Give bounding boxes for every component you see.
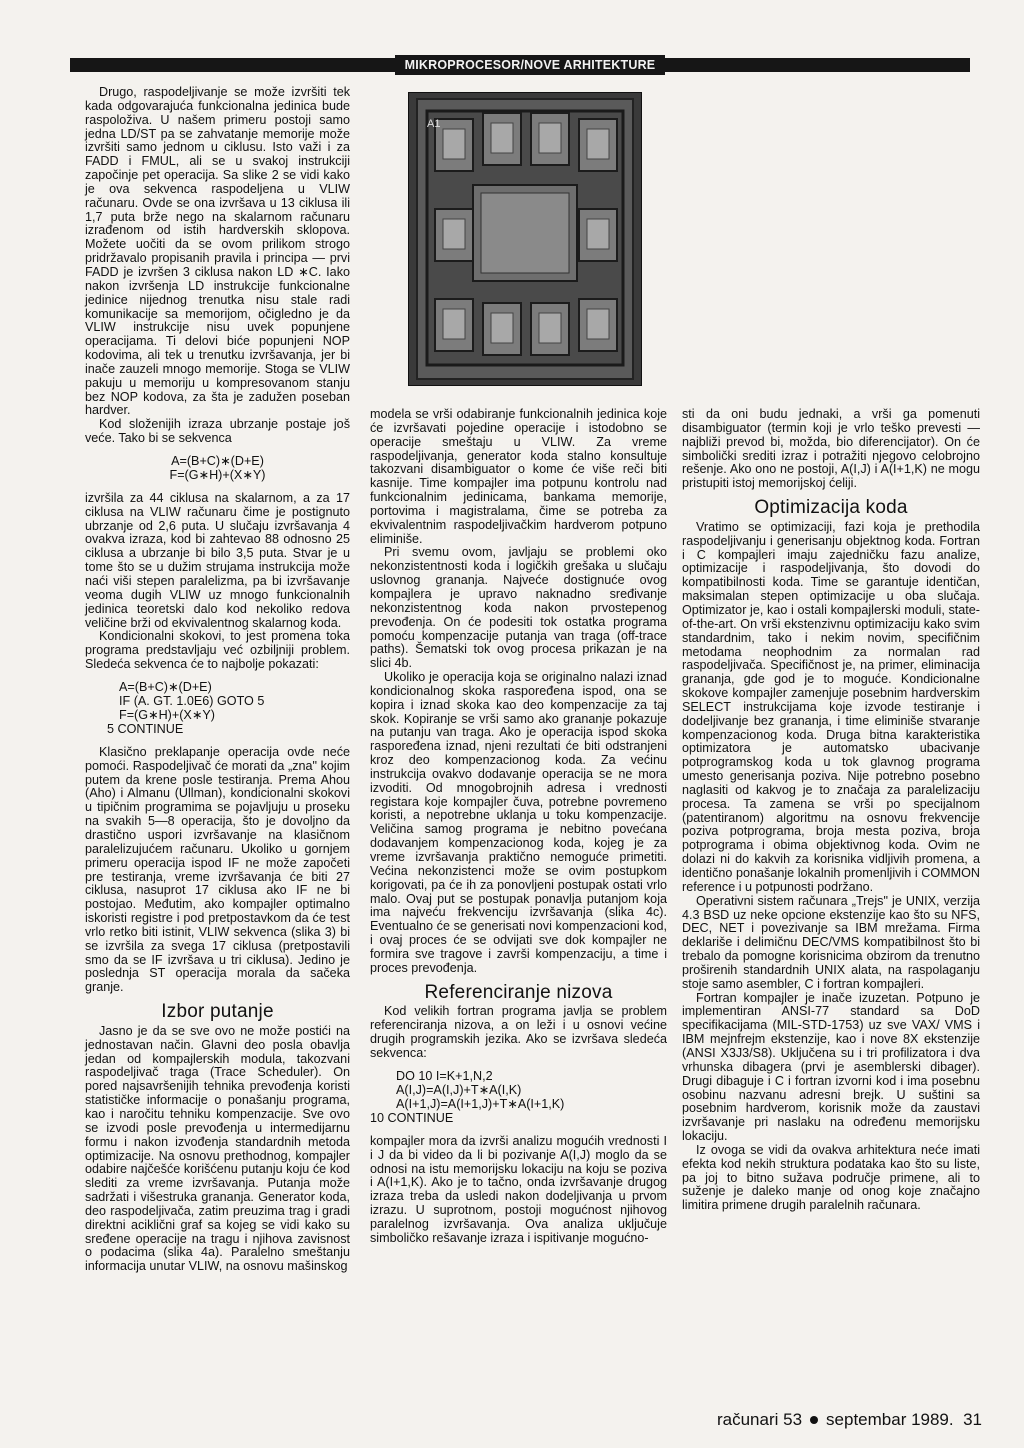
paragraph: Ukoliko je operacija koja se originalno nalazi iznad kondicionalnog skoka raspoređena ispod, ona se kopira i iznad skoka kao deo kompenzacije za taj skok. Kopiranje se vrši samo ako grananje pokazuje na putanju van traga. Ako je operacija ispod skoka raspoređena iznad, njeni rezultati će biti odstranjeni kroz deo kompenzacionog koda. Za većinu instrukcija ovakvo dodavanje operacija se ne mora izvoditi. Od mnogobrojnih adresa i vrednosti registara koje kompajler čuva, potrebne povremeno koristi, a nepotrebne uklanja u toku kompenzacije. Veličina samog programa je nebitno povećana dodavanjem kompenzacionog koda, kojeg je za vreme izvršavanja praktično nemoguće primetiti. Većina nekonzistenci može se ovim postupkom korigovati, pa će ih za ponovljeni postupak ostati vrlo malo. Ovaj put se postupak ponavlja putanjom koja ima najveću frekvenciju izvršavanja (slika 4c). Eventualno će se generisati novi kompenzacioni kod, i ovaj proces će se odvijati sve dok kompajler ne formira sve tragove i završi kompenzaciju, a time i proces prevođenja. [370,670,667,975]
formula-block [85,680,350,736]
paragraph: Kondicionalni skokovi, to jest promena toka programa predstavljaju već ozbiljniji problem. Sledeća sekvenca će to najbolje pokazati: [85,629,350,672]
formula-line: F=(G∗H)+(X∗Y) [169,467,266,482]
magazine-name: računari 53 [716,1410,803,1429]
formula-line: 5 CONTINUE [107,721,184,736]
column-2 [370,408,667,1246]
chip-photo [408,92,642,386]
chip-die [587,309,609,339]
chip-die [587,219,609,249]
chip-photo-image [409,93,641,385]
paragraph: Kod složenijih izraza ubrzanje postaje još veće. Tako bi se sekvenca [85,417,350,446]
formula-line: DO 10 I=K+1,N,2 [396,1068,493,1083]
paragraph: Vratimo se optimizaciji, fazi koja je prethodila raspodeljivanju i generisanju objektnog koda. Fortran i C kompajleri imaju zajedničku fazu analize, optimizacije i raspodeljivanja, što dovodi do kompatibilnosti koda. Time se garantuje identičan, maksimalan stepen optimizacije u oba slučaja. Optimizator je, kao i ostali kompajlerski moduli, state-of-the-art. On vrši ekstenzivnu optimizaciju kako svim standardnim, tako i nekim novim, specifičnim metodama neophodnim za normalan rad raspodeljivača. Specifičnost je, na primer, eliminacija grananja, gde god je to mogućе. Kondicionalne skokove kompajler zamenjuje posebnim hardverskim SELECT instrukcijama koje izvode testiranje i dodeljivanje bez grananja, i time eliminiše stvaranje kompenzacionog koda. Druga bitna karakteristika optimizatora je automatsko ubacivanje potprogramskog koda u tok glavnog programa umesto generisanja poziva. Nije potrebno posebno naglasiti od kakvog je to značaja za paralelizaciju procesa. Ta zamena se vrši po specijalnom (patentiranom) algoritmu na osnovu frekvencije poziva potprograma, broja mesta poziva, broja potprograma i obima objektivnog koda. Ovim ne dolazi ni do kakvih za korisnika vidljivih promena, a identično ponašanje lokalnih promenljivih i COMMON reference i u potpunosti podržano. [682,519,980,894]
paragraph: Kod velikih fortran programa javlja se problem referenciranja nizova, a on leži i u osnovi većine drugih programskih jezika. Ako se izvršava sledeća sekvenca: [370,1004,667,1060]
formula-line: A=(B+C)∗(D+E) [171,453,264,468]
column-1 [85,86,350,1274]
formula-block [370,1069,667,1125]
section-heading: Izbor putanje [161,1001,274,1023]
page-number: 31 [963,1410,982,1429]
chip-die [539,313,561,343]
chip-die [491,123,513,153]
formula-line: 10 CONTINUE [370,1110,454,1125]
paragraph: izvršila za 44 ciklusa na skalarnom, a za 17 ciklusa na VLIW računaru čime je postignuto ubrzanje od 2,6 puta. U slučaju izvršavanja 4 ovakva izraza, kod bi zahtevao 88 odnosno 25 ciklusa a ubrzanje bi bilo 3,5 puta. Stvar je u tome što se u dužim strujama instrukcija može naći viši stepen paralelizma, pa bi izvršavanje veoma dugih VLIW uz mnogo funkcionalnih jedinica teoretski dalo kod nekoliko redova veličine brži od ekvivalentnog skalarnog koda. [85,490,350,630]
paragraph: Drugo, raspodeljivanje se može izvršiti tek kada odgovarajuća funkcionalna jedinica bude raspoloživa. U našem primeru postoji samo jedna LD/ST pa se zahvatanje memorije može izvršiti samo jednom u ciklusu. Isto važi i za FADD i FMUL, ali se u svakoj instrukciji započinje pet operacija. Sa slike 2 se vidi kako je ova sekvenca raspodeljena u VLIW računaru. Ovde se ona izvršava u 13 ciklusa ili 1,7 puta brže nego na skalarnom računaru izrađenom od istih hardverskih sklopova. Možete uočiti da se ovom prilikom strogo pridržavalo propisanih pravila i principa — prvi FADD je izvršen 3 ciklusa nakon LD ∗C. Iako nakon izvršenja LD instrukcije funkcionalne jedinice nijednog trenutka nisu stale radi komunikacije sa memorijom, očigledno je da VLIW instrukcije nisu uvek popunjene operacijama. Ti delovi biće popunjeni NOP kodovima, ali tek u trenutku izvršavanja, jer bi inače zauzeli mnogo memorije. Stoga se VLIW pakuju u memoriju u kompresovanom stanju bez NOP kodova, za šta je zadužen poseban hardver. [85,85,350,418]
paragraph: Pri svemu ovom, javljaju se problemi oko nekonzistentnosti koda i logičkih grešaka u slučaju uslovnog grananja. Najveće dostignuće ovog kompajlera je upravo naknadno sređivanje nekonzistentnog koda nakon prvostepenog prevođenja. On će podesiti tok ostatka programa pomoću kompenzacije putanja van traga (off-trace paths). Šematski tok ovog procesa prikazan je na slici 4b. [370,545,667,671]
formula-line: A(I+1,J)=A(I+1,J)+T∗A(I+1,K) [396,1096,565,1111]
formula-line: IF (A. GT. 1.0E6) GOTO 5 [119,693,265,708]
column-3 [682,408,980,1213]
paragraph: Iz ovoga se vidi da ovakva arhitektura neće imati efekta kod nekih struktura podataka kao što su liste, pa joj to bitno sužava područje primene, ali to suženje je daleko manje od onog koje značajno limitira primene drugih paralelnih računara. [682,1142,980,1213]
chip-die [587,129,609,159]
chip-die [443,309,465,339]
chip-die [539,123,561,153]
formula-line: A(I,J)=A(I,J)+T∗A(I,K) [396,1082,522,1097]
chip-label: A1 [427,118,441,130]
page-footer [717,1410,982,1430]
formula-line: A=(B+C)∗(D+E) [119,679,212,694]
chip-die [443,129,465,159]
paragraph: sti da oni budu jednaki, a vrši ga pomenuti disambiguator (termin koji je vrlo teško prevesti — najbliži prevod bi, možda, bio diferencijator). On će simbolički srediti izraz i potražiti njegovo celobrojno rešenje. Ako ono ne postoji, A(I,J) i A(I+1,K) ne mogu pristupiti istoj memorijskoj ćeliji. [682,407,980,491]
section-header: MIKROPROCESOR/NOVE ARHITEKTURE [395,55,665,75]
paragraph: kompajler mora da izvrši analizu mogućih vrednosti I i J da bi video da li bi pozivanje A(I,J) moglo da se odnosi na istu memorijsku lokaciju na koju se poziva i A(I+1,K). Ako je to tačno, onda izvršavanje drugog izraza treba da usledi nakon dodeljivanja u prvom izrazu. U suprotnom, postoji mogućnost njihovog paralelnog izvršavanja. Ova analiza uključuje simboličko rešavanje izraza i ispitivanje mogućno- [370,1133,667,1245]
paragraph: Klasično preklapanje operacija ovde neće pomoći. Raspodeljivač će morati da „zna" kojim putem da krene posle testiranja. Prema Ahou (Aho) i Almanu (Ullman), kondicionalni skokovi u tipičnim programima se pojavljuju u proseku na svakih 5—8 operacija, što je dovoljno da drastično uspori izvršavanje na klasičnom paralelizujućem računaru. Ukoliko u gornjem primeru operacija ispod IF ne može započeti pre testiranja, vreme izvršavanja će biti 27 ciklusa, nasuprot 17 ciklusa ako IF ne bi postojao. Međutim, ako kompajler optimalno iskoristi registre i pod pretpostavkom da će test vrlo retko biti istinit, VLIW sekvenca (slika 3) bi se izvršila za svega 17 ciklusa (pretpostavili smo da se IF izvršava u tri ciklusa). Jedino je poslednja ST operacija morala da sačeka granje. [85,744,350,995]
paragraph: Fortran kompajler je inače izuzetan. Potpuno je implementiran ANSI-77 standard sa DoD specifikacijama (MIL-STD-1753) uz sve VAX/ VMS i IBM mejnfrejm ekstenzije, kao i nove 8X ekstenzije (ANSI X3J3/S8). Uključena su i tri profilizatora i dva vrhunska dibagera (prvi je asemblerski dibager). Drugi dibaguje i C i fortran izvorni kod i ima posebnu osobinu nazvanu adresni brejk. U suštini sa posebnim hardverom, korisnik može da zaustavi izvršavanje pri naslaku na određenu memorijsku lokaciju. [682,990,980,1144]
formula-block [85,454,350,482]
chip-die [443,219,465,249]
paragraph: Jasno je da se sve ovo ne može postići na jednostavan način. Glavni deo posla obavlja jedan od kompajlerskih modula, takozvani raspodeljivač traga (Trace Scheduler). On pored najsavršenijih tehnika prevođenja koristi statističke informacije o ponašanju programa, kao i naročitu tehniku kompenzacije. Sve ovo se izvodi posle prevođenja u intermedijarnu formu i nakon izvođenja standardnih metoda optimizacije. Na osnovu prethodnog, kompajler odabire najčešće korišćenu putanju koju će kod slediti za vreme izvršavanja. Putanja može sadržati i višestruka grananja. Generator koda, deo raspodeljivača, zatim preuzima trag i gradi direktni aciklični graf sa kojeg se vidi kako su sređene operacije na tragu i njihova zavisnost o podacima (slika 4a). Paralelno smeštanju informacija unutar VLIW, na osnovu mašinskog [85,1023,350,1274]
section-heading: Optimizacija koda [754,497,908,519]
formula-line: F=(G∗H)+(X∗Y) [119,707,215,722]
section-heading: Referenciranje nizova [424,981,613,1003]
paragraph: modela se vrši odabiranje funkcionalnih jedinica koje će izvršavati pojedine operacije i istodobno se operacije smeštaju u VLIW. Za vreme raspodeljivanja, generator koda stalno konsultuje takozvani disambiguator o kome će više reči biti kasnije. Time kompajler ima potpunu kontrolu nad funkcionalnim jedinicama, bankama memorije, portovima i magistralama, čime se potreba za ekvivalentnim raspodeljivačkim hardverom potpuno eliminiše. [370,407,667,546]
paragraph: Operativni sistem računara „Trejs" je UNIX, verzija 4.3 BSD uz neke opcione ekstenzije kao što su NFS, DEC, NET i povezivanje sa IBM mrežama. Firma deklariše i delimičnu DEC/VMS kompatibilnost što bi trebalo da pomogne korisnicima obzirom da trenutno proširenih standardnih UNIX alata, na raspolaganju stoje samo asembler, C i fortran kompajleri. [682,893,980,991]
issue-date: septembar 1989. [826,1410,954,1429]
chip-die [491,313,513,343]
bullet-icon [810,1416,818,1424]
